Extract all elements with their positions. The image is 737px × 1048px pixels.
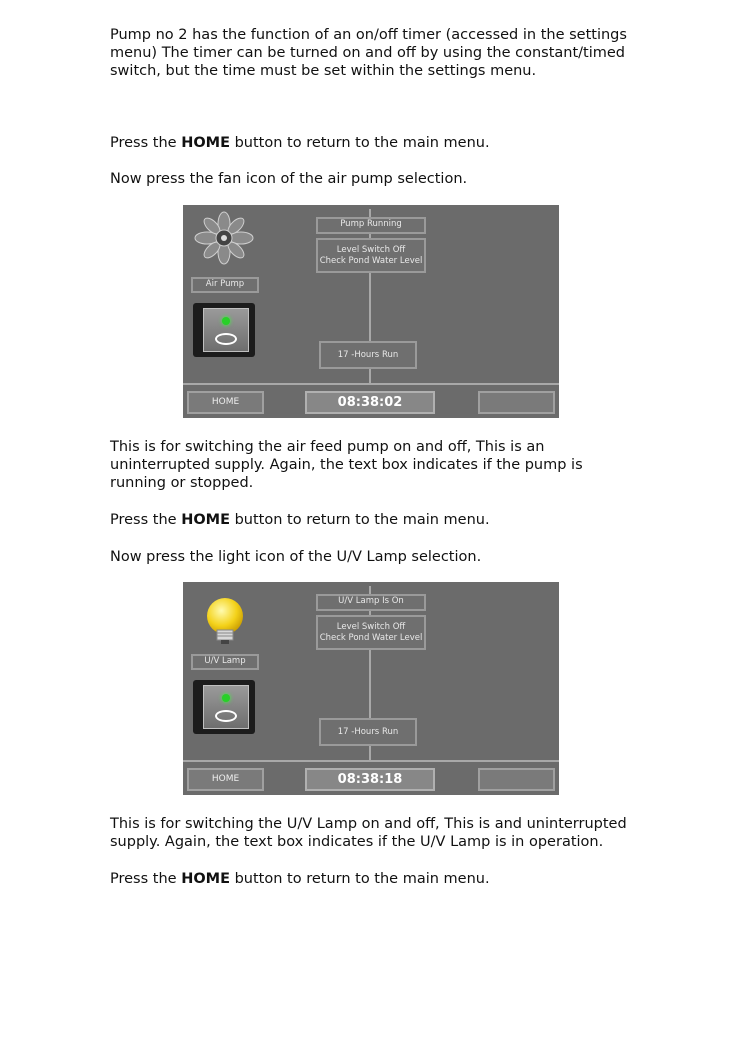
- uv-lamp-screen: [183, 582, 559, 795]
- home-instruction-3: Press the HOME button to return to the main menu.: [110, 871, 490, 887]
- home-button[interactable]: HOME: [187, 391, 264, 414]
- clock-display: 08:38:18: [305, 768, 435, 791]
- status-led: [222, 694, 230, 702]
- home-instruction-1: Press the HOME button to return to the main menu.: [110, 135, 490, 151]
- status-box: Pump Running: [316, 217, 426, 234]
- uv-description: This is for switching the U/V Lamp on and off, This is and uninterrupted supply. Again, the text box indicates if the U/V Lamp is in operation.: [110, 816, 627, 850]
- device-label: U/V Lamp: [191, 654, 259, 670]
- home-keyword: HOME: [181, 871, 230, 887]
- blank-button[interactable]: [478, 768, 555, 791]
- intro-paragraph: Pump no 2 has the function of an on/off timer (accessed in the settings menu) The timer can be turned on and off by using the constant/timed switch, but the time must be set within the settings menu.: [110, 27, 627, 79]
- fan-icon[interactable]: [193, 211, 255, 265]
- status-box: U/V Lamp Is On: [316, 594, 426, 611]
- power-switch[interactable]: [193, 680, 255, 734]
- hours-run-box: 17 -Hours Run: [319, 341, 417, 369]
- power-switch[interactable]: [193, 303, 255, 357]
- clock-display: 08:38:02: [305, 391, 435, 414]
- hours-run-box: 17 -Hours Run: [319, 718, 417, 746]
- home-button[interactable]: HOME: [187, 768, 264, 791]
- device-label: Air Pump: [191, 277, 259, 293]
- level-warning-box: Level Switch Off Check Pond Water Level: [316, 238, 426, 273]
- blank-button[interactable]: [478, 391, 555, 414]
- light-bulb-icon[interactable]: [199, 596, 251, 646]
- fan-instruction: Now press the fan icon of the air pump selection.: [110, 171, 468, 187]
- home-keyword: HOME: [181, 135, 230, 151]
- level-warning-box: Level Switch Off Check Pond Water Level: [316, 615, 426, 650]
- air-description: This is for switching the air feed pump on and off, This is an uninterrupted supply. Again, the text box indicates if the pump is running or stopped.: [110, 439, 583, 491]
- light-instruction: Now press the light icon of the U/V Lamp selection.: [110, 549, 482, 565]
- home-keyword: HOME: [181, 512, 230, 528]
- air-pump-screen: [183, 205, 559, 418]
- home-instruction-2: Press the HOME button to return to the main menu.: [110, 512, 490, 528]
- status-led: [222, 317, 230, 325]
